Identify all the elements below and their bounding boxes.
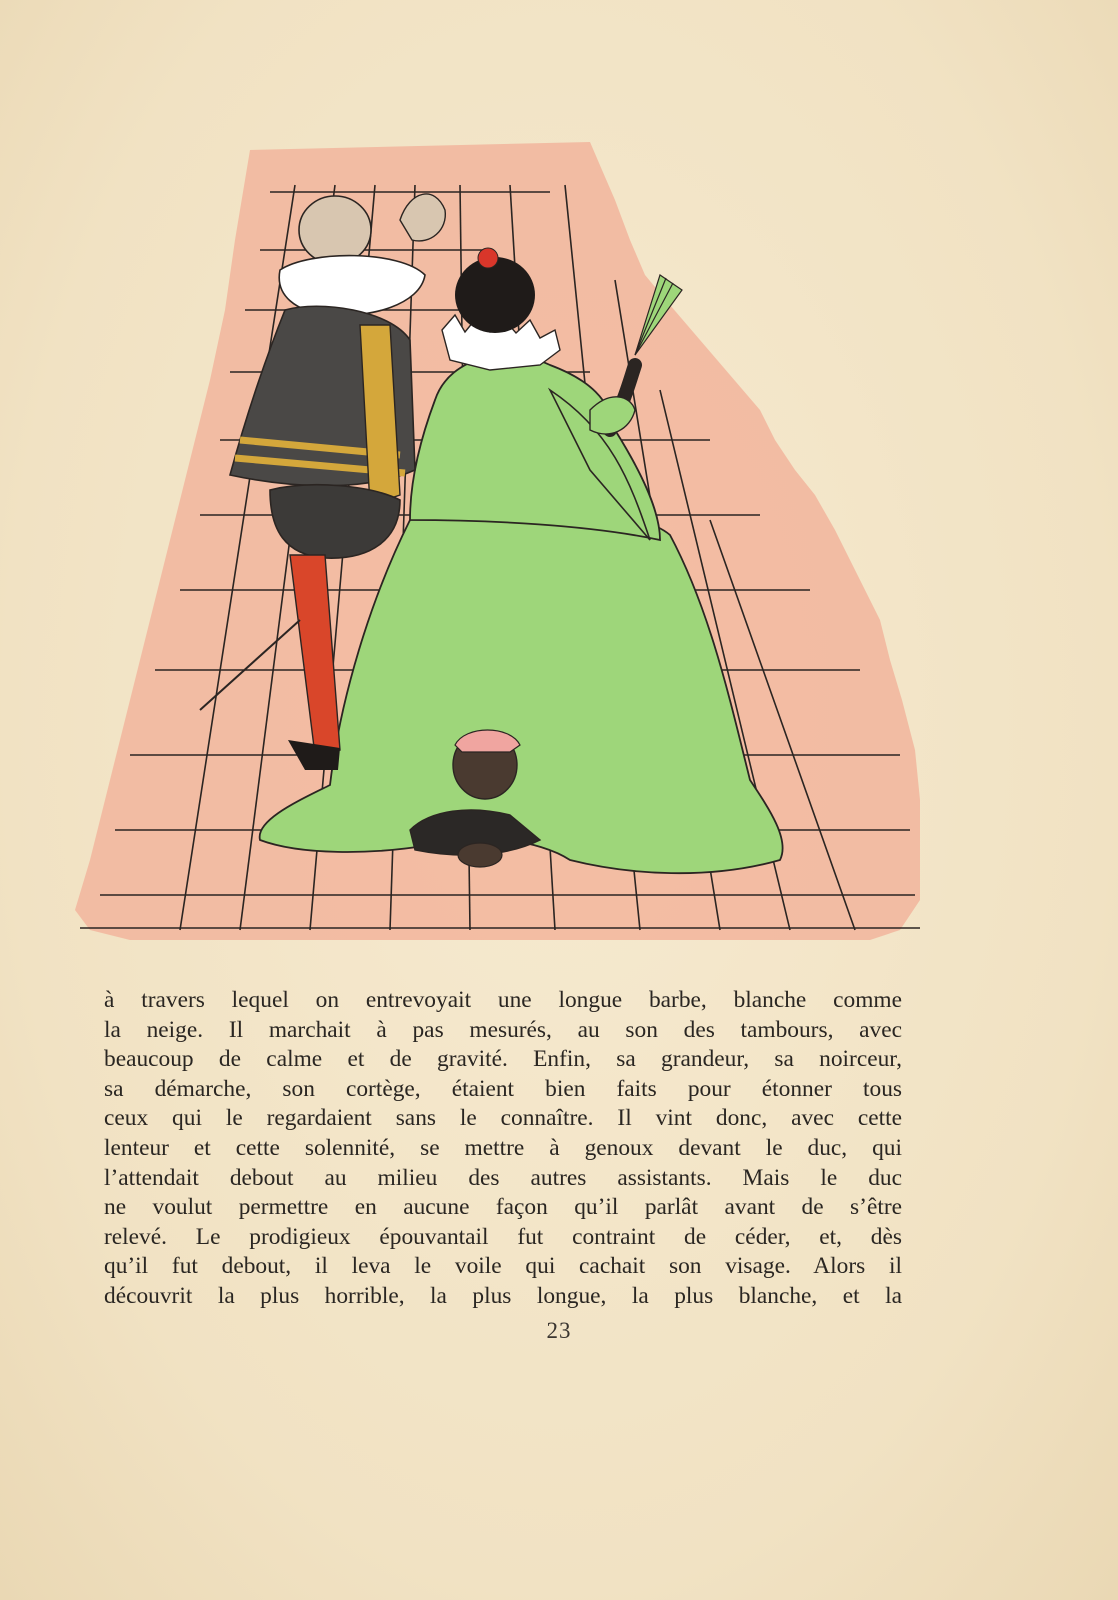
- text-line: à travers lequel on entrevoyait une longue barbe, blanche comme: [104, 987, 902, 1013]
- text-line: relevé. Le prodigieux épouvantail fut contraint de céder, et, dès: [104, 1223, 902, 1250]
- peeking-hand: [458, 843, 502, 867]
- text-line: ceux qui le regardaient sans le connaître. Il vint donc, avec cette: [104, 1105, 902, 1132]
- text-line: sa démarche, son cortège, étaient bien faits pour étonner tous: [104, 1075, 902, 1102]
- text-line: ne voulut permettre en aucune façon qu’il parlât avant de s’être: [104, 1194, 902, 1221]
- page-number: 23: [546, 1318, 572, 1343]
- text-line: découvrit la plus horrible, la plus longue, la plus blanche, et la: [104, 1282, 902, 1309]
- lady-hair: [455, 257, 535, 333]
- illustration: [70, 140, 920, 970]
- text-line: lenteur et cette solennité, se mettre à genoux devant le duc, qui: [104, 1134, 902, 1161]
- text-line: beaucoup de calme et de gravité. Enfin, sa grandeur, sa noirceur,: [104, 1046, 902, 1073]
- text-line: l’attendait debout au milieu des autres assistants. Mais le duc: [104, 1164, 902, 1191]
- text-line: la neige. Il marchait à pas mesurés, au son des tambours, avec: [104, 1016, 902, 1043]
- text-line: qu’il fut debout, il leva le voile qui cachait son visage. Alors il: [104, 1253, 902, 1280]
- nobleman-head: [299, 196, 371, 264]
- body-text: [104, 986, 902, 1312]
- rose-in-hair: [478, 248, 498, 268]
